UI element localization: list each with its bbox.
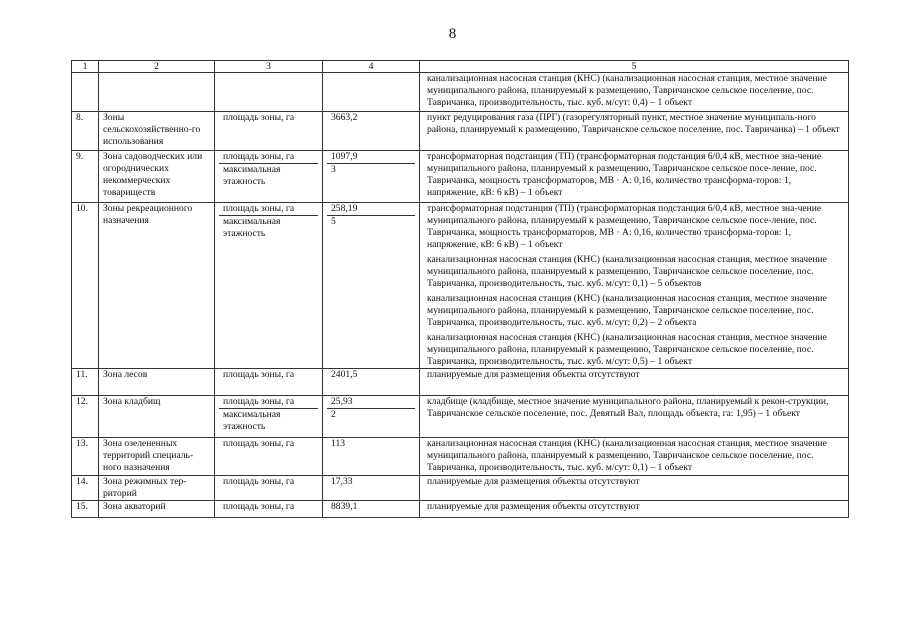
table-row [72,501,849,518]
row-number: 11. [72,369,99,396]
param-name: площадь зоны, га [223,151,295,162]
object-entry: планируемые для размещения объекты отсутствуют [427,369,640,380]
zone-name: Зона акваторий [99,501,215,518]
param-names-cell [215,476,323,501]
object-entry: планируемые для размещения объекты отсутствуют [427,501,640,512]
param-names-cell [215,438,323,476]
table-row [72,203,849,369]
param-name: площадь зоны, га [223,476,295,487]
param-name: площадь зоны, га [223,112,295,123]
objects-cell [420,369,849,396]
param-names-cell [215,501,323,518]
param-name: площадь зоны, га [223,438,295,449]
table-row [72,396,849,438]
header-cell: 2 [99,61,215,73]
zone-name: Зона лесов [99,369,215,396]
param-values-cell [323,438,420,476]
object-entry: кладбище (кладбище, местное значение муниципального района, планируемый к рекон-струкции, Тавричанское сельское поселение, пос. Девятый Вал, площадь объекта, га: 1,95) – 1 объект [427,396,829,419]
row-number: 9. [72,151,99,203]
param-value: 5 [327,215,415,240]
param-values-cell [323,501,420,518]
zone-name: Зоны сельскохозяйственно-го использования [99,112,215,151]
continuation-row [72,73,849,112]
param-value: 2401,5 [331,369,358,380]
objects-cell [420,476,849,501]
objects-cell [420,151,849,203]
object-entry: канализационная насосная станция (КНС) (канализационная насосная станция, местное значение муниципального района, планируемый к размещению, Тавричанское сельское поселение, пос. Тавричанка, производительность, тыс. куб. м/сут: 0,2) – 2 объекта [427,293,827,328]
zone-name: Зона озелененных территорий специаль-ного назначения [99,438,215,476]
row-number: 8. [72,112,99,151]
table-row [72,476,849,501]
object-entry: канализационная насосная станция (КНС) (канализационная насосная станция, местное значение муниципального района, планируемый к размещению, Тавричанское сельское поселение, пос. Тавричанка, производительность, тыс. куб. м/сут: 0,1) – 1 объект [427,438,827,473]
param-name: максимальная этажность [219,408,318,433]
header-cell: 4 [323,61,420,73]
row-number: 10. [72,203,99,369]
object-entry: трансформаторная подстанция (ТП) (трансформаторная подстанция 6/0,4 кВ, местное зна-чение муниципального района, планируемый к размещению, Тавричанское сельское посе-ление, пос. Тавричанка, мощность трансформаторов, МВ · А: 0,16, количество трансформа-торов: 1, напряжение, кВ: 6 кВ) – 1 объект [427,203,822,250]
object-entry: канализационная насосная станция (КНС) (канализационная насосная станция, местное значение муниципального района, планируемый к размещению, Тавричанское сельское поселение, пос. Тавричанка, производительность, тыс. куб. м/сут: 0,4) – 1 объект [427,73,827,108]
zone-name: Зона кладбищ [99,396,215,438]
row-number: 15. [72,501,99,518]
param-names-cell [215,396,323,438]
param-values-cell [323,203,420,369]
param-value: 17,33 [331,476,353,487]
param-name: площадь зоны, га [223,369,295,380]
param-value: 3663,2 [331,112,358,123]
table-header-row [72,61,849,73]
param-names-cell [215,369,323,396]
objects-cell [420,438,849,476]
header-cell: 5 [420,61,849,73]
object-entry: трансформаторная подстанция (ТП) (трансформаторная подстанция 6/0,4 кВ, местное зна-чение муниципального района, планируемый к размещению, Тавричанское сельское посе-ление, пос. Тавричанка, мощность трансформаторов, МВ · А: 0,16, количество трансформа-торов: 1, напряжение, кВ: 6 кВ) – 1 объект [427,151,822,198]
object-entry: канализационная насосная станция (КНС) (канализационная насосная станция, местное значение муниципального района, планируемый к размещению, Тавричанское сельское поселение, пос. Тавричанка, производительность, тыс. куб. м/сут: 0,5) – 1 объект [427,332,827,367]
objects-cell [420,501,849,518]
zone-name: Зона садоводческих или огороднических некоммерческих товариществ [99,151,215,203]
header-cell: 3 [215,61,323,73]
param-value: 2 [327,408,415,433]
param-value: 1097,9 [331,151,358,162]
header-cell: 1 [72,61,99,73]
param-name: максимальная этажность [219,163,318,188]
param-value: 3 [327,163,415,188]
param-values-cell [323,151,420,203]
param-values-cell [323,369,420,396]
objects-cell [420,112,849,151]
objects-cell [420,396,849,438]
row-number: 13. [72,438,99,476]
row-number: 14. [72,476,99,501]
param-name: площадь зоны, га [223,396,295,407]
objects-cell [420,203,849,369]
param-value: 113 [331,438,346,449]
table-row [72,369,849,396]
table-row [72,438,849,476]
param-values-cell [323,112,420,151]
object-entry: планируемые для размещения объекты отсутствуют [427,476,640,487]
zone-name: Зоны рекреационного назначения [99,203,215,369]
param-name: площадь зоны, га [223,203,295,214]
param-value: 258,19 [331,203,358,214]
object-entry: канализационная насосная станция (КНС) (канализационная насосная станция, местное значение муниципального района, планируемый к размещению, Тавричанское сельское поселение, пос. Тавричанка, производительность, тыс. куб. м/сут: 0,1) – 5 объектов [427,254,827,289]
param-names-cell [215,203,323,369]
zones-table [71,60,849,518]
param-name: площадь зоны, га [223,501,295,512]
object-entry: пункт редуцирования газа (ПРГ) (газорегуляторный пункт, местное значение муниципаль-ного района, планируемый к размещению, Тавричанское сельское поселение, пос. Тавричанка) – 1 объект [427,112,840,135]
param-value: 8839,1 [331,501,358,512]
param-values-cell [323,476,420,501]
param-names-cell [215,151,323,203]
param-name: максимальная этажность [219,215,318,240]
param-names-cell [215,112,323,151]
row-number: 12. [72,396,99,438]
table-row [72,151,849,203]
page-number: 8 [448,26,457,42]
param-value: 25,93 [331,396,353,407]
zone-name: Зона режимных тер-риторий [99,476,215,501]
table-row [72,112,849,151]
param-values-cell [323,396,420,438]
